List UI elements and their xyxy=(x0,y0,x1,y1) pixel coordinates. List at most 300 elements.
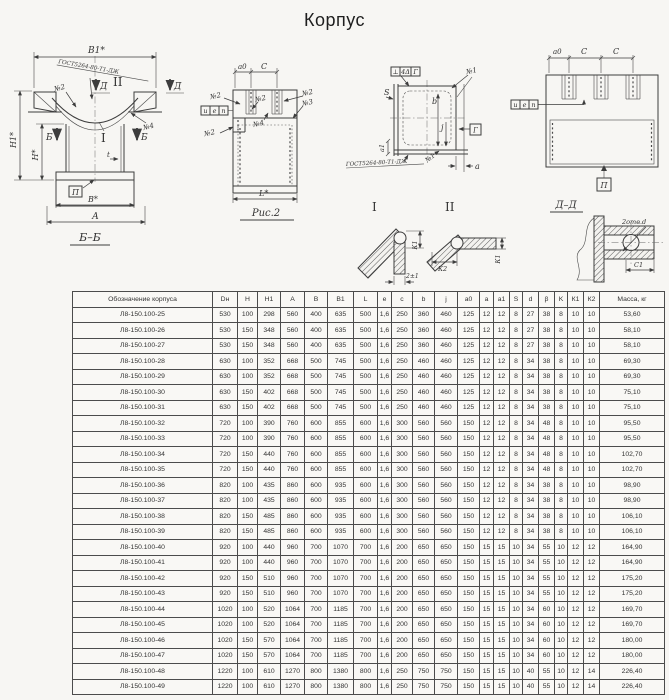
caption-fig2: Рис.2 xyxy=(251,208,281,219)
value-cell: 55 xyxy=(539,555,555,571)
value-cell: 169,70 xyxy=(600,617,665,633)
value-cell: 125 xyxy=(458,323,480,339)
value-cell: 12 xyxy=(584,555,600,571)
value-cell: 34 xyxy=(523,571,539,587)
value-cell: 460 xyxy=(435,307,458,323)
value-cell: 750 xyxy=(413,679,435,695)
value-cell: 460 xyxy=(435,369,458,385)
value-cell: 15 xyxy=(494,664,510,680)
table-row xyxy=(73,664,665,680)
value-cell: 10 xyxy=(568,524,584,540)
value-cell: 38 xyxy=(539,307,555,323)
value-cell: 1064 xyxy=(281,617,305,633)
value-cell: 150 xyxy=(238,338,258,354)
value-cell: 630 xyxy=(213,385,238,401)
value-cell: 700 xyxy=(305,648,328,664)
value-cell: 102,70 xyxy=(600,447,665,463)
value-cell: 360 xyxy=(413,323,435,339)
value-cell: 12 xyxy=(494,400,510,416)
value-cell: 1,6 xyxy=(378,416,392,432)
value-cell: 164,90 xyxy=(600,540,665,556)
value-cell: 8 xyxy=(510,338,523,354)
value-cell: 560 xyxy=(435,509,458,525)
value-cell: 1,6 xyxy=(378,555,392,571)
value-cell: 12 xyxy=(480,323,494,339)
value-cell: 400 xyxy=(305,338,328,354)
detail-mark-i: I xyxy=(101,131,106,145)
value-cell: 560 xyxy=(435,493,458,509)
gost-note-2: ГОСТ5264-80-Т1-ДЖ xyxy=(345,158,408,168)
value-cell: 10 xyxy=(555,602,568,618)
value-cell: 58,10 xyxy=(600,338,665,354)
value-cell: 100 xyxy=(238,431,258,447)
value-cell: 69,30 xyxy=(600,354,665,370)
table-row xyxy=(73,307,665,323)
value-cell: 300 xyxy=(392,462,413,478)
value-cell: 1,6 xyxy=(378,323,392,339)
value-cell: 1,6 xyxy=(378,571,392,587)
value-cell: 34 xyxy=(523,586,539,602)
value-cell: 650 xyxy=(413,648,435,664)
value-cell: 125 xyxy=(458,354,480,370)
value-cell: 485 xyxy=(258,524,281,540)
value-cell: 460 xyxy=(435,323,458,339)
weld-symbol: Г xyxy=(413,68,418,76)
value-cell: 500 xyxy=(305,354,328,370)
dim-c2: С xyxy=(613,47,620,56)
value-cell: 600 xyxy=(305,447,328,463)
column-header: L xyxy=(354,292,378,308)
value-cell: 34 xyxy=(523,354,539,370)
value-cell: 1020 xyxy=(213,633,238,649)
value-cell: 700 xyxy=(305,555,328,571)
value-cell: 960 xyxy=(281,555,305,571)
value-cell: 650 xyxy=(413,633,435,649)
value-cell: 400 xyxy=(305,323,328,339)
value-cell: 560 xyxy=(281,323,305,339)
value-cell: 100 xyxy=(238,602,258,618)
value-cell: 650 xyxy=(435,617,458,633)
column-header: e xyxy=(378,292,392,308)
view-fig2 xyxy=(201,62,314,220)
value-cell: 27 xyxy=(523,338,539,354)
value-cell: 15 xyxy=(480,602,494,618)
value-cell: 920 xyxy=(213,540,238,556)
box-p-label: П xyxy=(72,188,79,197)
value-cell: 34 xyxy=(523,385,539,401)
value-cell: 10 xyxy=(568,307,584,323)
designation-cell: Л8-150.100-49 xyxy=(73,679,213,695)
value-cell: 12 xyxy=(494,509,510,525)
value-cell: 226,40 xyxy=(600,664,665,680)
dim-a-small: а xyxy=(475,162,480,171)
value-cell: 1380 xyxy=(328,679,354,695)
weld-note-n2-mid: №2 xyxy=(254,93,267,104)
value-cell: 520 xyxy=(258,617,281,633)
value-cell: 935 xyxy=(328,493,354,509)
value-cell: 10 xyxy=(584,493,600,509)
value-cell: 935 xyxy=(328,524,354,540)
value-cell: 1,6 xyxy=(378,509,392,525)
dim-a0: а0 xyxy=(553,48,562,56)
value-cell: 100 xyxy=(238,478,258,494)
value-cell: 820 xyxy=(213,493,238,509)
value-cell: 1185 xyxy=(328,617,354,633)
value-cell: 600 xyxy=(305,431,328,447)
value-cell: 500 xyxy=(305,385,328,401)
value-cell: 1185 xyxy=(328,633,354,649)
value-cell: 500 xyxy=(354,338,378,354)
value-cell: 10 xyxy=(584,338,600,354)
value-cell: 1,6 xyxy=(378,493,392,509)
table-row xyxy=(73,586,665,602)
value-cell: 150 xyxy=(238,524,258,540)
value-cell: 920 xyxy=(213,555,238,571)
value-cell: 15 xyxy=(494,602,510,618)
value-cell: 150 xyxy=(458,509,480,525)
value-cell: 12 xyxy=(480,307,494,323)
value-cell: 150 xyxy=(458,679,480,695)
value-cell: 8 xyxy=(510,323,523,339)
value-cell: 150 xyxy=(458,540,480,556)
view-bb xyxy=(9,46,184,245)
value-cell: 55 xyxy=(539,679,555,695)
value-cell: 8 xyxy=(555,385,568,401)
value-cell: 960 xyxy=(281,571,305,587)
value-cell: 100 xyxy=(238,493,258,509)
value-cell: 1,6 xyxy=(378,431,392,447)
column-header: H xyxy=(238,292,258,308)
value-cell: 1,6 xyxy=(378,664,392,680)
dim-b-star: В* xyxy=(88,195,98,204)
value-cell: 15 xyxy=(480,633,494,649)
dimension-table-container xyxy=(72,291,665,695)
value-cell: 600 xyxy=(354,431,378,447)
value-cell: 180,00 xyxy=(600,648,665,664)
value-cell: 800 xyxy=(305,679,328,695)
weld-note-n1-top: №1 xyxy=(465,66,478,77)
value-cell: 855 xyxy=(328,447,354,463)
weld-note-n2-right: №2 xyxy=(301,87,314,98)
value-cell: 27 xyxy=(523,307,539,323)
value-cell: 14 xyxy=(584,664,600,680)
value-cell: 1064 xyxy=(281,648,305,664)
value-cell: 10 xyxy=(510,555,523,571)
value-cell: 12 xyxy=(584,633,600,649)
value-cell: 34 xyxy=(523,617,539,633)
value-cell: 1070 xyxy=(328,540,354,556)
value-cell: 390 xyxy=(258,431,281,447)
value-cell: 175,20 xyxy=(600,586,665,602)
value-cell: 700 xyxy=(305,602,328,618)
value-cell: 98,90 xyxy=(600,493,665,509)
value-cell: 10 xyxy=(555,617,568,633)
value-cell: 38 xyxy=(539,400,555,416)
value-cell: 164,90 xyxy=(600,555,665,571)
value-cell: 500 xyxy=(305,369,328,385)
value-cell: 8 xyxy=(510,307,523,323)
value-cell: 12 xyxy=(480,524,494,540)
value-cell: 150 xyxy=(238,400,258,416)
value-cell: 510 xyxy=(258,571,281,587)
value-cell: 760 xyxy=(281,416,305,432)
value-cell: 1,6 xyxy=(378,648,392,664)
value-cell: 10 xyxy=(555,540,568,556)
value-cell: 38 xyxy=(539,524,555,540)
value-cell: 1064 xyxy=(281,602,305,618)
dim-h: Н* xyxy=(31,149,40,161)
page-title: Корпус xyxy=(303,10,366,30)
value-cell: 34 xyxy=(523,416,539,432)
value-cell: 250 xyxy=(392,323,413,339)
table-row xyxy=(73,400,665,416)
value-cell: 169,70 xyxy=(600,602,665,618)
value-cell: 12 xyxy=(568,617,584,633)
dimensions-table xyxy=(72,291,665,695)
value-cell: 860 xyxy=(281,524,305,540)
value-cell: 600 xyxy=(354,462,378,478)
value-cell: 460 xyxy=(413,369,435,385)
designation-cell: Л8-150.100-38 xyxy=(73,509,213,525)
value-cell: 920 xyxy=(213,586,238,602)
value-cell: 150 xyxy=(458,633,480,649)
value-cell: 560 xyxy=(413,493,435,509)
value-cell: 15 xyxy=(494,586,510,602)
value-cell: 200 xyxy=(392,617,413,633)
value-cell: 10 xyxy=(584,323,600,339)
weld-symbol: 4Δ xyxy=(401,68,410,76)
designation-cell: Л8-150.100-36 xyxy=(73,478,213,494)
table-row xyxy=(73,648,665,664)
value-cell: 10 xyxy=(584,354,600,370)
value-cell: 60 xyxy=(539,617,555,633)
value-cell: 12 xyxy=(480,478,494,494)
value-cell: 1,6 xyxy=(378,617,392,633)
value-cell: 48 xyxy=(539,416,555,432)
value-cell: 8 xyxy=(555,524,568,540)
face-g-label: Г xyxy=(473,126,478,135)
value-cell: 530 xyxy=(213,323,238,339)
value-cell: 8 xyxy=(555,478,568,494)
value-cell: 200 xyxy=(392,571,413,587)
value-cell: 12 xyxy=(480,400,494,416)
value-cell: 150 xyxy=(458,524,480,540)
value-cell: 10 xyxy=(584,509,600,525)
value-cell: 560 xyxy=(435,478,458,494)
value-cell: 10 xyxy=(555,571,568,587)
table-row xyxy=(73,369,665,385)
value-cell: 560 xyxy=(413,478,435,494)
value-cell: 745 xyxy=(328,369,354,385)
value-cell: 760 xyxy=(281,447,305,463)
value-cell: 360 xyxy=(413,338,435,354)
value-cell: 560 xyxy=(435,416,458,432)
value-cell: 700 xyxy=(354,633,378,649)
dim-c: С xyxy=(261,62,268,71)
value-cell: 34 xyxy=(523,462,539,478)
value-cell: 560 xyxy=(281,307,305,323)
value-cell: 560 xyxy=(281,338,305,354)
value-cell: 630 xyxy=(213,400,238,416)
value-cell: 348 xyxy=(258,323,281,339)
value-cell: 8 xyxy=(555,416,568,432)
value-cell: 1,6 xyxy=(378,338,392,354)
table-row xyxy=(73,524,665,540)
designation-cell: Л8-150.100-43 xyxy=(73,586,213,602)
value-cell: 12 xyxy=(568,540,584,556)
detail-i xyxy=(358,200,424,285)
designation-cell: Л8-150.100-45 xyxy=(73,617,213,633)
designation-cell: Л8-150.100-29 xyxy=(73,369,213,385)
value-cell: 12 xyxy=(494,462,510,478)
value-cell: 12 xyxy=(494,338,510,354)
table-row xyxy=(73,478,665,494)
column-header: A xyxy=(281,292,305,308)
value-cell: 12 xyxy=(494,354,510,370)
value-cell: 12 xyxy=(494,416,510,432)
value-cell: 150 xyxy=(458,555,480,571)
value-cell: 360 xyxy=(413,307,435,323)
table-header-row xyxy=(73,292,665,308)
value-cell: 75,10 xyxy=(600,400,665,416)
value-cell: 1,6 xyxy=(378,633,392,649)
value-cell: 15 xyxy=(494,571,510,587)
value-cell: 150 xyxy=(238,571,258,587)
value-cell: 10 xyxy=(510,586,523,602)
value-cell: 700 xyxy=(354,571,378,587)
value-cell: 15 xyxy=(480,571,494,587)
value-cell: 860 xyxy=(281,493,305,509)
value-cell: 650 xyxy=(435,648,458,664)
table-row xyxy=(73,633,665,649)
value-cell: 15 xyxy=(480,586,494,602)
value-cell: 1,6 xyxy=(378,385,392,401)
value-cell: 8 xyxy=(555,400,568,416)
value-cell: 12 xyxy=(494,493,510,509)
designation-cell: Л8-150.100-25 xyxy=(73,307,213,323)
value-cell: 69,30 xyxy=(600,369,665,385)
table-row xyxy=(73,617,665,633)
value-cell: 1,6 xyxy=(378,586,392,602)
value-cell: 12 xyxy=(480,354,494,370)
value-cell: 435 xyxy=(258,493,281,509)
holes-note: 2отв.d xyxy=(622,218,647,226)
designation-cell: Л8-150.100-31 xyxy=(73,400,213,416)
weld-box-char: е xyxy=(522,101,527,109)
value-cell: 510 xyxy=(258,586,281,602)
value-cell: 460 xyxy=(435,400,458,416)
value-cell: 34 xyxy=(523,509,539,525)
value-cell: 855 xyxy=(328,462,354,478)
column-header: K xyxy=(555,292,568,308)
value-cell: 1185 xyxy=(328,648,354,664)
value-cell: 700 xyxy=(305,540,328,556)
dim-c1: С xyxy=(581,47,588,56)
value-cell: 560 xyxy=(413,462,435,478)
value-cell: 1,6 xyxy=(378,540,392,556)
value-cell: 150 xyxy=(238,586,258,602)
value-cell: 250 xyxy=(392,400,413,416)
value-cell: 1070 xyxy=(328,555,354,571)
value-cell: 760 xyxy=(281,431,305,447)
value-cell: 855 xyxy=(328,416,354,432)
value-cell: 10 xyxy=(510,664,523,680)
value-cell: 150 xyxy=(458,462,480,478)
value-cell: 560 xyxy=(413,431,435,447)
value-cell: 10 xyxy=(568,462,584,478)
value-cell: 38 xyxy=(539,509,555,525)
value-cell: 600 xyxy=(354,447,378,463)
value-cell: 1,6 xyxy=(378,307,392,323)
detail-dd xyxy=(550,200,664,282)
table-row xyxy=(73,540,665,556)
value-cell: 12 xyxy=(494,431,510,447)
value-cell: 610 xyxy=(258,664,281,680)
value-cell: 635 xyxy=(328,323,354,339)
value-cell: 10 xyxy=(510,633,523,649)
value-cell: 34 xyxy=(523,524,539,540)
weld-note-n2: №2 xyxy=(53,82,66,94)
value-cell: 500 xyxy=(354,354,378,370)
value-cell: 125 xyxy=(458,338,480,354)
value-cell: 700 xyxy=(305,617,328,633)
value-cell: 10 xyxy=(584,385,600,401)
value-cell: 8 xyxy=(510,369,523,385)
value-cell: 125 xyxy=(458,369,480,385)
value-cell: 250 xyxy=(392,679,413,695)
value-cell: 352 xyxy=(258,369,281,385)
value-cell: 8 xyxy=(510,385,523,401)
designation-cell: Л8-150.100-30 xyxy=(73,385,213,401)
value-cell: 500 xyxy=(354,307,378,323)
value-cell: 460 xyxy=(435,338,458,354)
designation-cell: Л8-150.100-35 xyxy=(73,462,213,478)
value-cell: 720 xyxy=(213,431,238,447)
value-cell: 485 xyxy=(258,509,281,525)
section-b-left: Б xyxy=(46,133,53,143)
value-cell: 1270 xyxy=(281,679,305,695)
designation-cell: Л8-150.100-37 xyxy=(73,493,213,509)
value-cell: 10 xyxy=(510,648,523,664)
value-cell: 15 xyxy=(494,540,510,556)
value-cell: 820 xyxy=(213,524,238,540)
value-cell: 10 xyxy=(584,400,600,416)
value-cell: 12 xyxy=(494,307,510,323)
value-cell: 150 xyxy=(458,571,480,587)
value-cell: 60 xyxy=(539,648,555,664)
weld-note-n2-low: №2 xyxy=(203,128,216,139)
value-cell: 15 xyxy=(480,648,494,664)
weld-box-char: е xyxy=(212,107,217,115)
value-cell: 12 xyxy=(584,648,600,664)
value-cell: 200 xyxy=(392,602,413,618)
value-cell: 650 xyxy=(413,586,435,602)
column-header: B1 xyxy=(328,292,354,308)
value-cell: 12 xyxy=(494,323,510,339)
value-cell: 668 xyxy=(281,400,305,416)
value-cell: 150 xyxy=(238,509,258,525)
view-top xyxy=(511,47,658,191)
value-cell: 935 xyxy=(328,509,354,525)
value-cell: 700 xyxy=(354,648,378,664)
value-cell: 1,6 xyxy=(378,602,392,618)
value-cell: 150 xyxy=(458,648,480,664)
value-cell: 300 xyxy=(392,493,413,509)
value-cell: 650 xyxy=(435,571,458,587)
value-cell: 650 xyxy=(435,633,458,649)
value-cell: 12 xyxy=(480,431,494,447)
column-header: Обозначение корпуса xyxy=(73,292,213,308)
